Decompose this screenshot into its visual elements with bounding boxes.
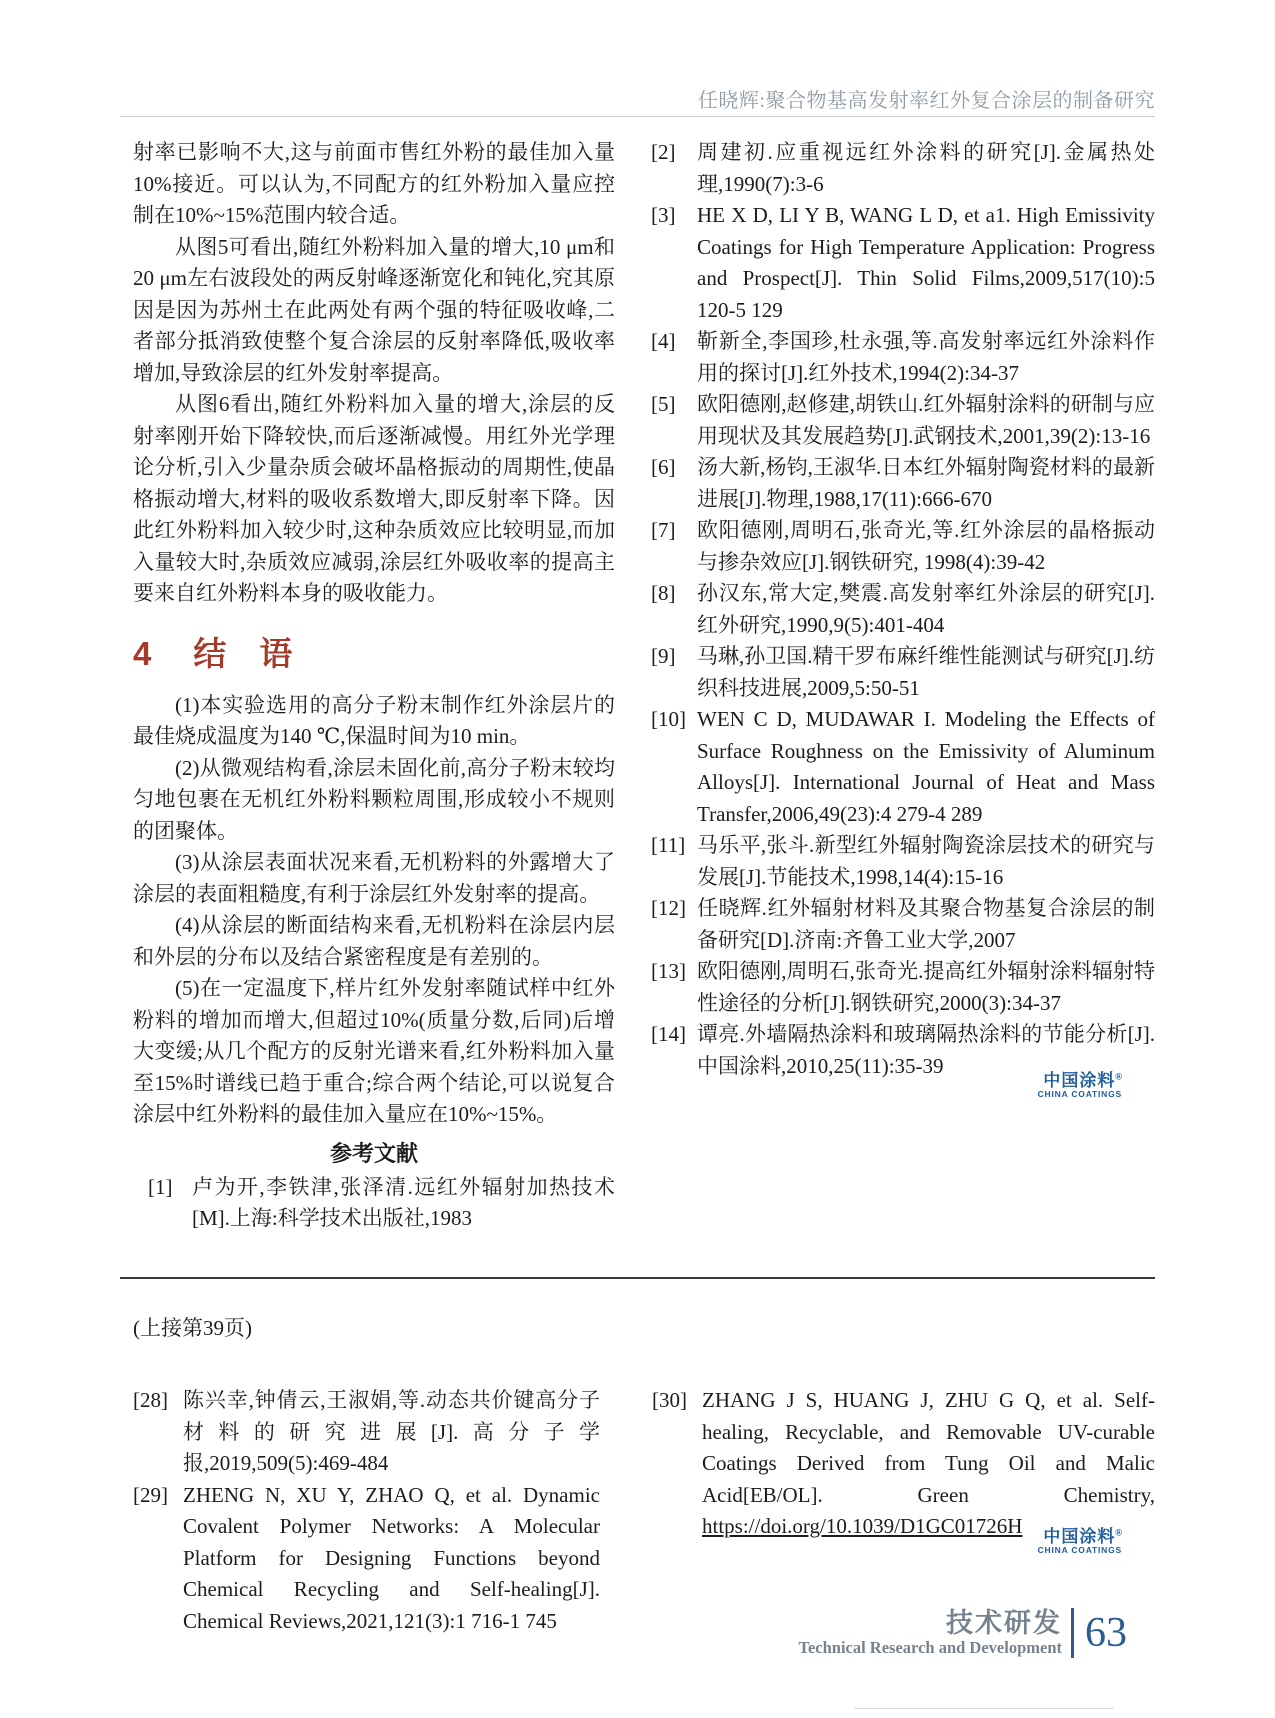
reference-item [651,515,1155,578]
reference-number: [6] [651,455,676,479]
reference-number: [12] [651,896,686,920]
reference-number: [28] [133,1388,168,1412]
reference-number: [7] [651,518,676,542]
logo-en-text: CHINA COATINGS [1037,1088,1122,1099]
reference-text: 靳新全,李国珍,杜永强,等.高发射率远红外涂料作用的探讨[J].红外技术,1994(2):34-37 [697,329,1155,385]
reference-text: 卢为开,李铁津,张泽清.远红外辐射加热技术[M].上海:科学技术出版社,1983 [192,1174,615,1230]
reference-text: 周建初.应重视远红外涂料的研究[J].金属热处理,1990(7):3-6 [697,140,1155,196]
registered-mark: ® [1115,1527,1122,1538]
reference-number: [4] [651,329,676,353]
reference-item [651,578,1155,641]
conclusion-item: (5)在一定温度下,样片红外发射率随试样中红外粉料的增加而增大,但超过10%(质量分数,后同)后增大变缓;从几个配方的反射光谱来看,红外粉料加入量至15%时谱线已趋于重合;综合两个结论,可以说复合涂层中红外粉料的最佳加入量应在10%~15%。 [133,976,615,1126]
reference-item [651,704,1155,830]
reference-number: [29] [133,1482,168,1507]
conclusion-item: (3)从涂层表面状况来看,无机粉料的外露增大了涂层的表面粗糙度,有利于涂层红外发射率的提高。 [133,850,615,906]
logo-wordmark: 中国涂料 [1043,1527,1116,1546]
logo-cn-text [1038,1528,1122,1546]
reference-item [651,893,1155,956]
left-column [133,137,615,1235]
body-paragraph: 从图5可看出,随红外粉料加入量的增大,10 μm和20 μm左右波段处的两反射峰逐渐宽化和钝化,究其原因是因为苏州土在此两处有两个强的特征吸收峰,二者部分抵消致使整个复合涂层的反射率降低,吸收率增加,导致涂层的红外发射率提高。 [133,234,615,385]
references-heading: 参考文献 [329,1140,418,1166]
reference-number: [11] [651,833,686,857]
page-number: 63 [1085,1610,1127,1656]
main-content [133,137,1155,1235]
body-paragraph: 从图6看出,随红外粉料加入量的增大,涂层的反射率刚开始下降较快,而后逐渐减慢。用红外光学理论分析,引入少量杂质会破坏晶格振动的周期性,使晶格振动增大,材料的吸收系数增大,即反射率下降。因此红外粉料加入较少时,这种杂质效应比较明显,而加入量较大时,杂质效应减弱,涂层红外吸收率的提高主要来自红外粉料本身的吸收能力。 [133,392,615,605]
reference-item [651,641,1155,704]
reference-text: 汤大新,杨钧,王淑华.日本红外辐射陶瓷材料的最新进展[J].物理,1988,17(11):666-670 [697,455,1155,511]
section-title: 结 语 [193,634,293,672]
running-head: 任晓辉:聚合物基高发射率红外复合涂层的制备研究 [697,90,1155,112]
reference-text: 马乐平,张斗.新型红外辐射陶瓷涂层技术的研究与发展[J].节能技术,1998,14(4):15-16 [697,833,1155,889]
reference-number: [30] [652,1388,687,1412]
footer-section-cn: 技术研发 [946,1608,1062,1638]
reference-text: 欧阳德刚,周明石,张奇光,等.红外涂层的晶格振动与掺杂效应[J].钢铁研究, 1998(4):39-42 [697,518,1155,574]
reference-item [133,1172,615,1235]
section-heading [133,636,615,672]
reference-text: 谭亮.外墙隔热涂料和玻璃隔热涂料的节能分析[J].中国涂料,2010,25(11):35-39 [697,1022,1155,1078]
doi-link[interactable]: https://doi.org/10.1039/D1GC01726H [702,1514,1023,1538]
continued-note: (上接第39页) [133,1316,252,1340]
reference-text: ZHENG N, XU Y, ZHAO Q, et al. Dynamic Covalent Polymer Networks: A Molecular Platform for Designing Functions beyond Chemical Recycling and Self-healing[J]. Chemical Reviews,2021,121(3):1 716-1 745 [183,1482,600,1633]
reference-number: [13] [651,959,686,983]
reference-number: [10] [651,707,686,731]
reference-text: 欧阳德刚,周明石,张奇光.提高红外辐射涂料辐射特性途径的分析[J].钢铁研究,2000(3):34-37 [697,959,1155,1015]
reference-number: [8] [651,581,676,605]
right-column [651,137,1155,1235]
continued-references [133,1385,1155,1637]
reference-item [651,389,1155,452]
registered-mark: ® [1115,1071,1122,1082]
conclusion-item: (1)本实验选用的高分子粉末制作红外涂层片的最佳烧成温度为140 ℃,保温时间为10 min。 [133,692,615,748]
section-divider [120,1277,1155,1279]
reference-item [651,200,1155,326]
reference-number: [3] [651,203,676,227]
china-coatings-logo [1038,1072,1122,1099]
continued-right-column [652,1385,1155,1637]
reference-item [133,1385,600,1480]
reference-number: [2] [651,140,676,164]
reference-text: 孙汉东,常大定,樊震.高发射率红外涂层的研究[J].红外研究,1990,9(5):401-404 [697,581,1155,637]
footer-section [798,1608,1062,1658]
reference-number: [1] [148,1174,173,1199]
conclusion-item: (2)从微观结构看,涂层未固化前,高分子粉末较均匀地包裹在无机红外粉料颗粒周围,形成较小不规则的团聚体。 [133,755,615,843]
reference-item [651,452,1155,515]
footer-section-en: Technical Research and Development [798,1638,1062,1657]
header-divider [120,116,1155,117]
logo-cn-text [1038,1072,1122,1090]
reference-item [652,1385,1155,1543]
reference-text: 马琳,孙卫国.精干罗布麻纤维性能测试与研究[J].纺织科技进展,2009,5:50-51 [697,644,1155,700]
reference-item [651,956,1155,1019]
reference-text: 任晓辉.红外辐射材料及其聚合物基复合涂层的制备研究[D].济南:齐鲁工业大学,2007 [697,896,1155,952]
continued-left-column [133,1385,600,1637]
logo-wordmark: 中国涂料 [1043,1071,1116,1090]
section-number: 4 [133,634,152,672]
reference-text: ZHANG J S, HUANG J, ZHU G Q, et al. Self-healing, Recyclable, and Removable UV-curable Coatings Derived from Tung Oil and Malic Acid[EB/OL]. Green Chemistry, [702,1388,1155,1507]
page-footer [0,1608,1127,1658]
china-coatings-logo [1038,1528,1122,1555]
reference-item [651,326,1155,389]
reference-item [651,830,1155,893]
reference-text: 陈兴幸,钟倩云,王淑娟,等.动态共价键高分子材料的研究进展[J].高分子学报,2019,509(5):469-484 [183,1388,600,1475]
body-paragraph: 射率已影响不大,这与前面市售红外粉的最佳加入量10%接近。可以认为,不同配方的红外粉加入量应控制在10%~15%范围内较合适。 [133,140,615,227]
reference-number: [9] [651,644,676,668]
reference-text: HE X D, LI Y B, WANG L D, et a1. High Emissivity Coatings for High Temperature Application: Progress and Prospect[J]. Thin Solid Films,2009,517(10):5 120-5 129 [697,203,1155,322]
conclusion-item: (4)从涂层的断面结构来看,无机粉料在涂层内层和外层的分布以及结合紧密程度是有差别的。 [133,913,615,969]
reference-text: WEN C D, MUDAWAR I. Modeling the Effects of Surface Roughness on the Emissivity of Aluminum Alloys[J]. International Journal of Heat and Mass Transfer,2006,49(23):4 279-4 289 [697,707,1155,826]
reference-number: [5] [651,392,676,416]
footer-rule [854,1708,1114,1709]
reference-number: [14] [651,1022,686,1046]
reference-item [651,137,1155,200]
reference-text: 欧阳德刚,赵修建,胡铁山.红外辐射涂料的研制与应用现状及其发展趋势[J].武钢技术,2001,39(2):13-16 [697,392,1155,448]
logo-en-text: CHINA COATINGS [1037,1544,1122,1555]
footer-divider-bar [1071,1608,1074,1658]
